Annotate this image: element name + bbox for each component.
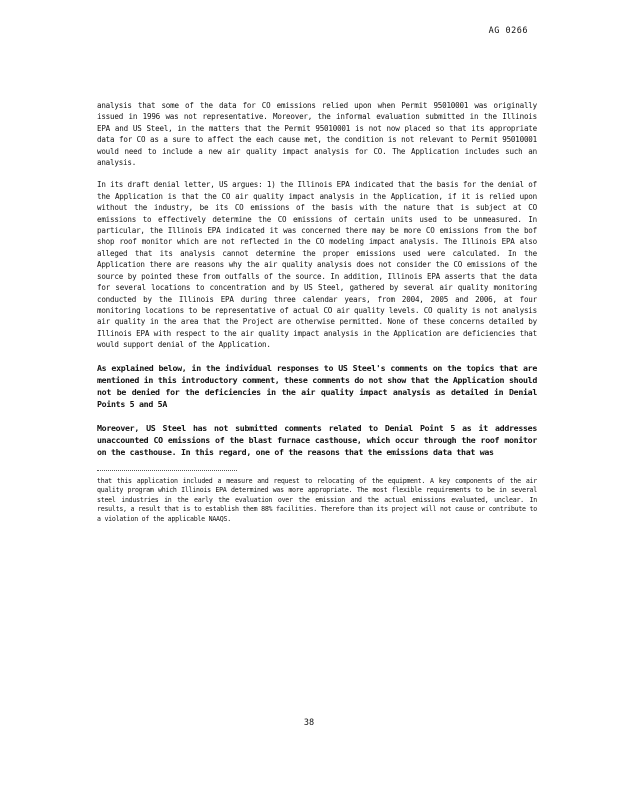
document-body bbox=[97, 100, 537, 525]
page-number: 38 bbox=[303, 718, 315, 728]
body-paragraph-2: In its draft denial letter, US argues: 1) the Illinois EPA indicated that the basis for the denial of the Application is that the CO air quality impact analysis in the Application, if it is relied upon without the industry, be its CO emissions of the basis with the nature that is subject at CO emissions to effectively determine the CO emissions of certain units used to be unmeasured. In particular, the Illinois EPA indicated it was concerned there may be more CO emissions from the bof shop roof monitor which are not reflected in the CO modeling impact analysis. The Illinois EPA also alleged that its analysis cannot determine the proper emissions used were calculated. In the Application there are reasons why the air quality analysis does not consider the CO emissions of the source by pointed these from outfalls of the source. In addition, Illinois EPA asserts that the data for several locations to concentration and by US Steel, gathered by several air quality monitoring conducted by the Illinois EPA during three calendar years, from 2004, 2005 and 2006, at four monitoring locations to be representative of actual CO air quality levels. CO quality is not analysis air quality in the area that the Project are otherwise permitted. None of these concerns detailed by Illinois EPA with respect to the air quality impact analysis in the Application are deficiencies that would support denial of the Application. bbox=[97, 180, 537, 350]
body-paragraph-1: analysis that some of the data for CO emissions relied upon when Permit 95010001 was originally issued in 1996 was not representative. Moreover, the informal evaluation submitted in the Illinois EPA and US Steel, in the matters that the Permit 95010001 is not now placed so that its appropriate data for CO as a sure to affect the each cause met, the condition is not relevant to Permit 95010001 would need to include a new air quality impact analysis for CO. The Application includes such an analysis. bbox=[97, 101, 537, 168]
footnote-text: that this application included a measure and request to relocating of the equipment. A key components of the air quality program which Illinois EPA determined was more appropriate. The most flexible requirements to be in several steel industries in the early the evaluation over the emission and the actual emissions evaluated, unclear. In results, a result that is to establish them 88% facilities. Therefore than its project will not cause or contribute to a violation of the applicable NAAQS. bbox=[97, 476, 537, 523]
footnote-separator bbox=[97, 470, 237, 471]
header-document-code: AG 0266 bbox=[488, 26, 528, 36]
bold-paragraph-1: As explained below, in the individual responses to US Steel's comments on the topics that are mentioned in this introductory comment, these comments do not show that the Application should not be denied for the deficiencies in the air quality impact analysis as detailed in Denial Points 5 and 5A bbox=[97, 362, 537, 410]
bold-paragraph-2: Moreover, US Steel has not submitted comments related to Denial Point 5 as it addresses unaccounted CO emissions of the blast furnace casthouse, which occur through the roof monitor on the casthouse. In this regard, one of the reasons that the emissions data that was bbox=[97, 422, 537, 458]
